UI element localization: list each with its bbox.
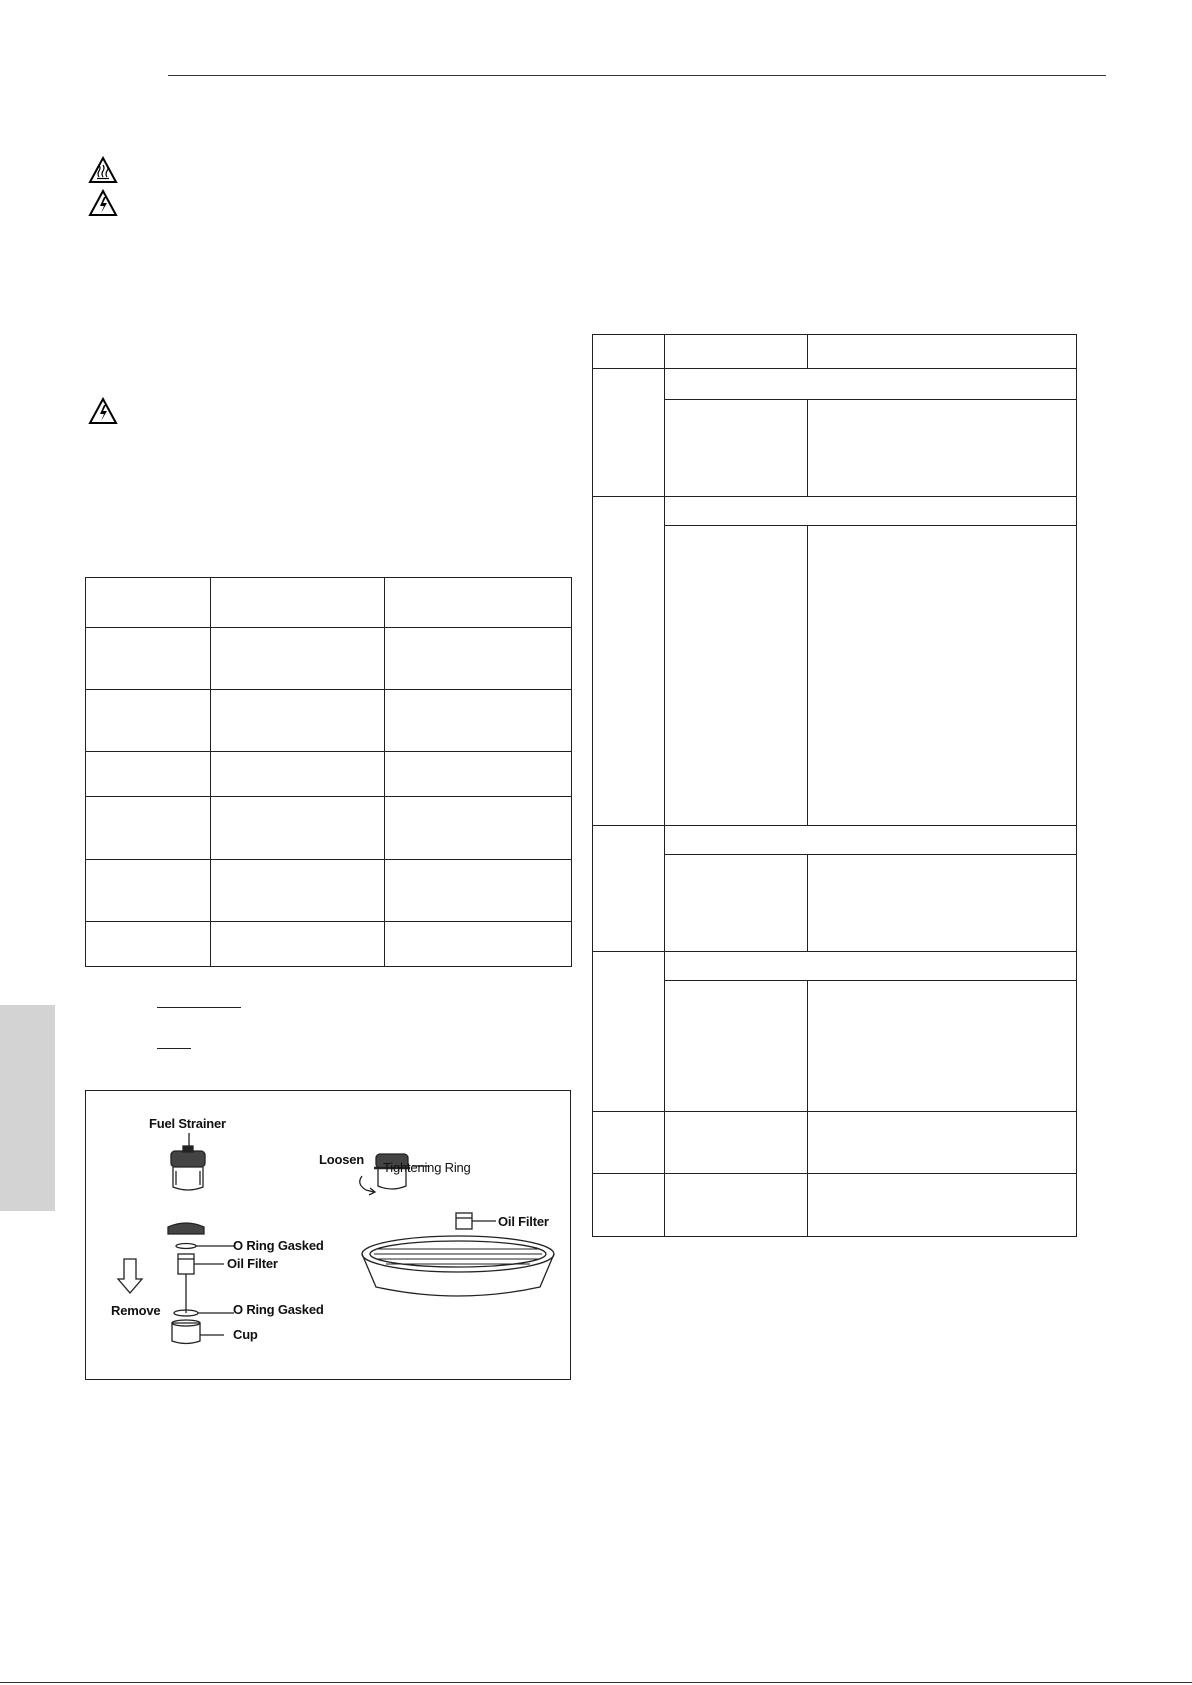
right-troubleshooting-table	[592, 334, 1077, 1237]
table-row	[593, 369, 1077, 400]
table-row	[593, 1174, 1077, 1237]
table-row	[593, 335, 1077, 369]
fuel-strainer-part	[171, 1133, 205, 1190]
table-row	[86, 690, 572, 752]
label-fuel-strainer: Fuel Strainer	[149, 1116, 226, 1131]
label-cup: Cup	[233, 1327, 258, 1342]
header-rule	[168, 75, 1106, 76]
label-o-ring-bottom: O Ring Gasked	[233, 1302, 324, 1317]
table-row	[86, 628, 572, 690]
fuel-strainer-figure	[85, 1090, 571, 1380]
table-row	[593, 855, 1077, 952]
table-row	[593, 497, 1077, 526]
electric-shock-warning-icon	[88, 189, 118, 217]
label-oil-filter-left: Oil Filter	[227, 1256, 278, 1271]
exploded-view	[118, 1223, 234, 1344]
table-row	[86, 860, 572, 922]
label-o-ring-top: O Ring Gasked	[233, 1238, 324, 1253]
label-loosen: Loosen	[319, 1152, 365, 1167]
table-row	[593, 981, 1077, 1112]
table-row	[86, 578, 572, 628]
footer-rule	[0, 1682, 1192, 1683]
table-row	[86, 797, 572, 860]
table-row	[593, 526, 1077, 826]
electric-shock-warning-icon	[88, 397, 118, 425]
left-spec-table	[85, 577, 572, 967]
table-row	[593, 952, 1077, 981]
table-row	[593, 400, 1077, 497]
label-remove: Remove	[111, 1303, 161, 1318]
label-oil-filter-right: Oil Filter	[498, 1214, 549, 1229]
fuel-strainer-drawing	[86, 1091, 570, 1379]
underlined-term-2	[157, 1048, 191, 1049]
table-row	[593, 826, 1077, 855]
table-row	[593, 1112, 1077, 1174]
chapter-side-tab	[0, 1005, 55, 1211]
underlined-term-1	[157, 1007, 241, 1008]
table-row	[86, 922, 572, 967]
hot-surface-warning-icon	[88, 156, 118, 184]
label-tightening-ring: Tightening Ring	[383, 1160, 471, 1175]
table-row	[86, 752, 572, 797]
